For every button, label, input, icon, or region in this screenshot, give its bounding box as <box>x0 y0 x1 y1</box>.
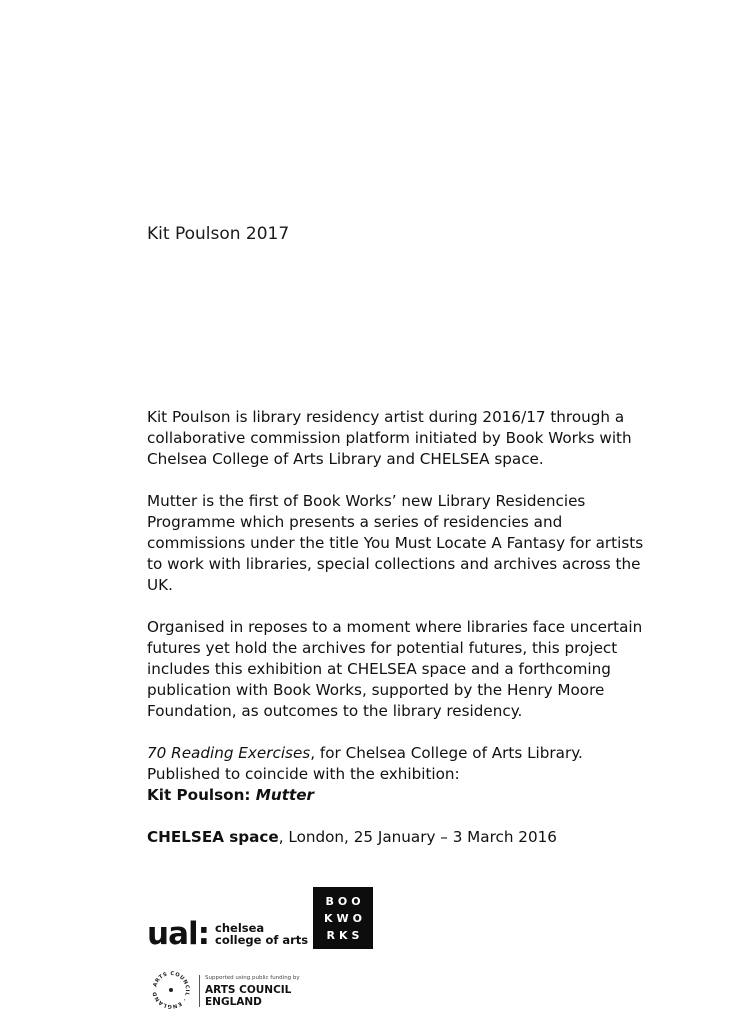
text-line: publication with Book Works, supported by the Henry Moore <box>147 681 605 699</box>
ual-mark: ual: <box>147 915 210 952</box>
paragraph-publication <box>147 743 717 806</box>
text-line: Organised in reposes to a moment where libraries face uncertain <box>147 618 643 636</box>
arts-council-seal-icon <box>150 969 192 1011</box>
ual-chelsea-logo <box>147 916 308 952</box>
book-works-row: KWO <box>323 911 366 925</box>
ace-line-1: ARTS COUNCIL <box>205 984 292 996</box>
paragraph-context <box>147 617 717 722</box>
text-line: Chelsea College of Arts Library and CHELSEA space. <box>147 450 544 468</box>
text-line: Programme which presents a series of residencies and <box>147 513 563 531</box>
text-line: Kit Poulson is library residency artist during 2016/17 through a <box>147 408 625 426</box>
ace-support-text: Supported using public funding by <box>205 975 300 981</box>
text-line: collaborative commission platform initiated by Book Works with <box>147 429 632 447</box>
arts-council-logo <box>150 969 300 1011</box>
page-title: Kit Poulson 2017 <box>147 224 290 244</box>
work-description: , for Chelsea College of Arts Library. <box>310 744 583 762</box>
paragraph-programme <box>147 491 717 596</box>
logo-divider <box>199 975 200 1007</box>
exhibition-line <box>147 785 717 806</box>
venue-name: CHELSEA space <box>147 828 279 846</box>
text-line: futures yet hold the archives for potential futures, this project <box>147 639 618 657</box>
paragraph-venue <box>147 827 717 848</box>
ual-line-2: college of arts <box>215 933 309 947</box>
text-line: UK. <box>147 576 173 594</box>
book-works-logo <box>313 887 373 949</box>
text-line: includes this exhibition at CHELSEA space and a forthcoming <box>147 660 611 678</box>
ual-line-1: chelsea <box>215 921 265 935</box>
ual-college-name <box>215 922 308 946</box>
exhibition-title: Mutter <box>255 786 315 804</box>
paragraph-intro <box>147 407 717 470</box>
book-works-row: BOO <box>325 894 365 908</box>
work-title: 70 Reading Exercises <box>147 744 311 762</box>
venue-line <box>147 827 717 848</box>
book-works-row: RKS <box>326 928 364 942</box>
text-line: commissions under the title You Must Locate A Fantasy for artists <box>147 534 644 552</box>
svg-text:ARTS COUNCIL · ENGLAND ·: ARTS COUNCIL · ENGLAND <box>151 970 191 1010</box>
publication-note: Published to coincide with the exhibition: <box>147 765 460 783</box>
text-line: Mutter is the first of Book Works’ new Library Residencies <box>147 492 586 510</box>
ace-name <box>205 984 291 1008</box>
ace-line-2: ENGLAND <box>205 996 262 1008</box>
publication-line <box>147 743 717 764</box>
artist-name: Kit Poulson: <box>147 786 256 804</box>
text-line: to work with libraries, special collections and archives across the <box>147 555 641 573</box>
body-text <box>147 407 717 869</box>
text-line: Foundation, as outcomes to the library residency. <box>147 702 523 720</box>
venue-details: , London, 25 January – 3 March 2016 <box>278 828 557 846</box>
